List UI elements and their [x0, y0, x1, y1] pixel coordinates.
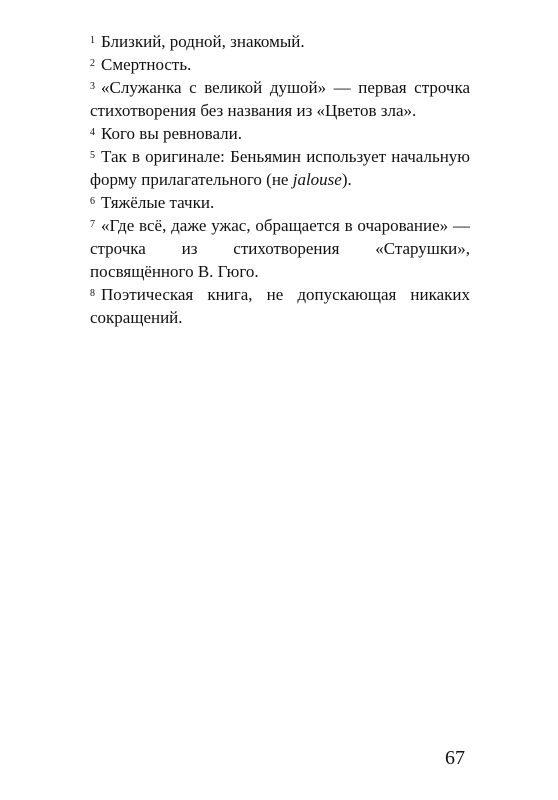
footnote-3 [90, 76, 470, 122]
footnote-number: 8 [90, 288, 95, 299]
footnote-text: Тяжёлые тачки. [101, 193, 215, 212]
footnote-text: Смертность. [101, 55, 192, 74]
footnote-text: «Служанка с великой душой» — первая строчка стихотворения без названия из «Цветов зла». [90, 78, 470, 120]
page-number: 67 [445, 747, 465, 769]
footnote-number: 2 [90, 58, 95, 69]
footnote-text: «Где всё, даже ужас, обращается в очарование» — строчка из стихотворения «Старушки», посвящённого В. Гюго. [90, 216, 470, 281]
footnote-4 [90, 122, 470, 145]
footnote-text-end: ). [341, 170, 352, 189]
footnote-number: 5 [90, 150, 95, 161]
footnote-text: Так в оригинале: Беньямин использует начальную форму прилагательного (не [90, 147, 470, 189]
footnote-number: 6 [90, 196, 95, 207]
footnote-number: 7 [90, 219, 95, 230]
footnote-number: 3 [90, 81, 95, 92]
footnote-text: Близкий, родной, знакомый. [101, 32, 305, 51]
footnote-italic-word: jalouse [292, 170, 342, 189]
footnote-text: Поэтическая книга, не допускающая никаких сокращений. [90, 285, 470, 327]
footnote-number: 4 [90, 127, 95, 138]
footnote-text: Кого вы ревновали. [101, 124, 242, 143]
footnote-number: 1 [90, 35, 95, 46]
footnotes-list [90, 30, 470, 329]
footnote-6 [90, 191, 470, 214]
footnote-8 [90, 283, 470, 329]
footnote-7 [90, 214, 470, 283]
footnote-5 [90, 145, 470, 191]
footnote-2 [90, 53, 470, 76]
footnote-1 [90, 30, 470, 53]
